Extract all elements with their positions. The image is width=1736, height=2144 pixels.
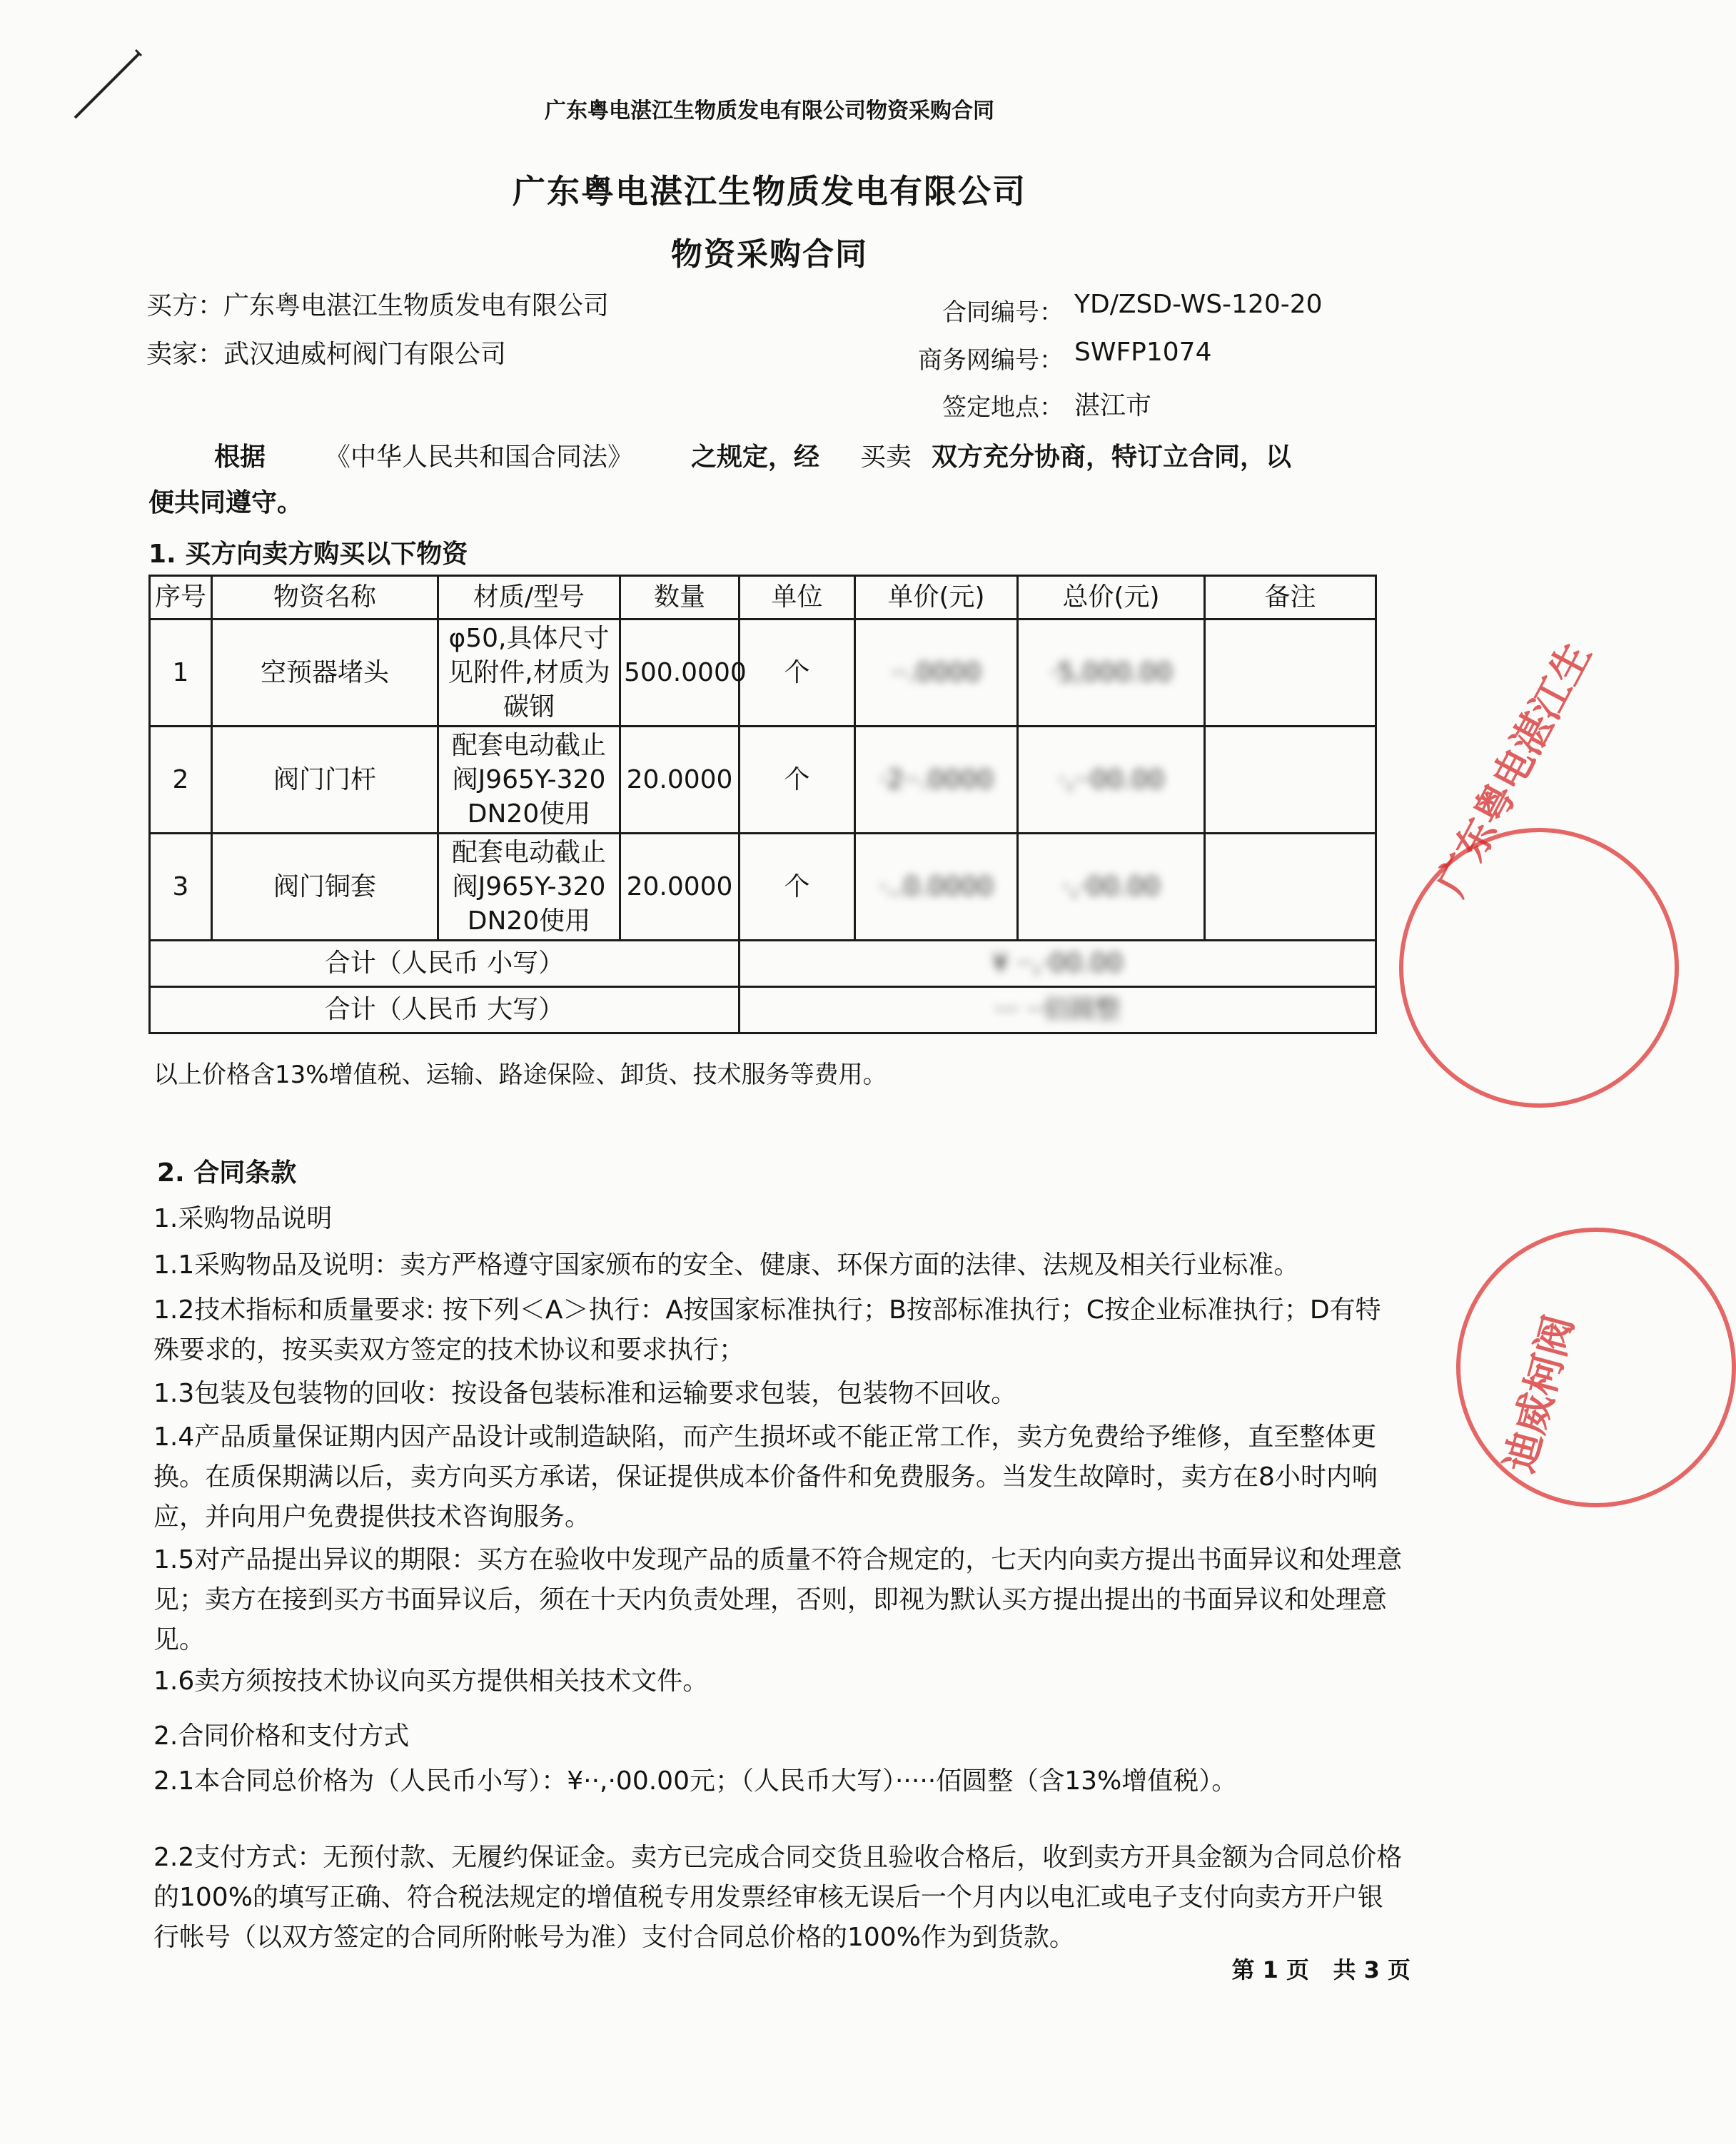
total-small-value: ¥ ··,·00.00: [740, 941, 1376, 987]
price-note: 以上价格含13%增值税、运输、路途保险、卸货、技术服务等费用。: [153, 1061, 887, 1089]
running-header: 广东粤电湛江生物质发电有限公司物资采购合同: [545, 98, 994, 123]
total-big-row: [150, 987, 1376, 1033]
items-table: [148, 575, 1377, 1034]
cell-total: ·5,000.00: [1018, 620, 1205, 727]
sign-place: 湛江市: [1074, 391, 1152, 420]
cell-no: 1: [150, 620, 212, 727]
col-price: 单价(元): [855, 576, 1018, 620]
place-label: 签定地点：: [942, 393, 1064, 422]
clause-1-4: 1.4产品质量保证期内因产品设计或制造缺陷，而产生损坏或不能正常工作，卖方免费给予维修，直至整体更换。在质保期满以后，卖方向买方承诺，保证提供成本价备件和免费服务。当发生故障时，卖方在8小时内响应，并向用户免费提供技术咨询服务。: [153, 1422, 1378, 1532]
intro-negotiate: 双方充分协商，特订立合同，以: [932, 443, 1292, 472]
company-title: 广东粤电湛江生物质发电有限公司: [513, 172, 1026, 211]
intro-law: 《中华人民共和国合同法》: [325, 443, 634, 472]
table-row: [150, 834, 1376, 941]
cell-spec: φ50,具体尺寸见附件,材质为碳钢: [438, 620, 620, 727]
clause-1-2: 1.2技术指标和质量要求: 按下列＜A＞执行：A按国家标准执行；B按部标准执行；C按企业标准执行；D有特殊要求的，按买卖双方签定的技术协议和要求执行；: [153, 1295, 1381, 1365]
buyer-label: 买方：: [146, 291, 224, 320]
cell-price: ·2··.0000: [855, 727, 1018, 834]
clause-1-5: 1.5对产品提出异议的期限：买方在验收中发现产品的质量不符合规定的，七天内向卖方提出书面异议和处理意见；卖方在接到买方书面异议后，须在十天内负责处理，否则，即视为默认买方提出提出的书面异议和处理意见。: [153, 1545, 1403, 1654]
cell-no: 3: [150, 834, 212, 941]
col-unit: 单位: [740, 576, 855, 620]
clause-2-2: 2.2支付方式：无预付款、无履约保证金。卖方已完成合同交货且验收合格后，收到卖方开具金额为合同总价格的100%的填写正确、符合税法规定的增值税专用发票经审核无误后一个月内以电汇或电子支付向卖方开户银行帐号（以双方签定的合同所附帐号为准）支付合同总价格的100%作为到货款。: [153, 1843, 1403, 1952]
intro-rule: 之规定，经: [691, 443, 820, 472]
seller-name: 武汉迪威柯阀门有限公司: [223, 340, 507, 369]
intro-according: 根据: [214, 443, 266, 472]
cell-qty: 20.0000: [620, 727, 740, 834]
col-no: 序号: [150, 576, 212, 620]
col-spec: 材质/型号: [438, 576, 620, 620]
seller-label: 卖家：: [146, 340, 224, 369]
table-row: [150, 620, 1376, 727]
buyer-name: 广东粤电湛江生物质发电有限公司: [223, 291, 610, 320]
clause-1-6: 1.6卖方须按技术协议向买方提供相关技术文件。: [153, 1667, 709, 1696]
total-small-label: 合计（人民币 小写）: [150, 941, 740, 987]
cell-unit: 个: [740, 620, 855, 727]
page-indicator: [1231, 1952, 1410, 1985]
cell-price: ··.0000: [855, 620, 1018, 727]
biz-no-label: 商务网编号：: [918, 346, 1064, 375]
cell-qty: 500.0000: [620, 620, 740, 727]
clause-2-title: 2.合同价格和支付方式: [153, 1721, 410, 1751]
col-name: 物资名称: [212, 576, 438, 620]
total-big-value: ··· ··佰圆整: [740, 987, 1376, 1033]
cell-total: ·,··00.00: [1018, 727, 1205, 834]
cell-note: [1205, 620, 1376, 727]
clause-2-1: 2.1本合同总价格为（人民币小写）：¥··,·00.00元；（人民币大写）·····佰圆整（含13%增值税）。: [153, 1766, 1238, 1796]
buyer-line: [146, 285, 609, 322]
cell-price: ·..0.0000: [855, 834, 1018, 941]
clause-1-title: 1.采购物品说明: [153, 1204, 333, 1233]
biz-no: SWFP1074: [1074, 338, 1212, 367]
intro-buysell: 买卖: [860, 443, 912, 472]
cell-note: [1205, 834, 1376, 941]
clause-1-3: 1.3包装及包装物的回收：按设备包装标准和运输要求包装，包装物不回收。: [153, 1379, 1017, 1408]
contract-no: YD/ZSD-WS-120-20: [1074, 290, 1323, 319]
total-big-label: 合计（人民币 大写）: [150, 987, 740, 1033]
section1-heading: 1. 买方向卖方购买以下物资: [148, 540, 468, 569]
col-total: 总价(元): [1018, 576, 1205, 620]
page-total: 共 3 页: [1333, 1956, 1410, 1983]
table-header-row: [150, 576, 1376, 620]
cell-no: 2: [150, 727, 212, 834]
cell-spec: 配套电动截止阀J965Y-320 DN20使用: [438, 834, 620, 941]
document-title: 物资采购合同: [671, 236, 868, 273]
clause-1-1: 1.1采购物品及说明：卖方严格遵守国家颁布的安全、健康、环保方面的法律、法规及相关行业标准。: [153, 1250, 1300, 1280]
buyer-seal-text: 广东粤电湛江生: [1428, 634, 1601, 904]
cell-total: ·,·00.00: [1018, 834, 1205, 941]
contract-no-label: 合同编号：: [942, 298, 1064, 327]
section2-heading: 2. 合同条款: [157, 1158, 297, 1188]
cell-name: 空预器堵头: [212, 620, 438, 727]
cell-name: 阀门铜套: [212, 834, 438, 941]
cell-unit: 个: [740, 727, 855, 834]
cell-note: [1205, 727, 1376, 834]
seller-seal-text: 迪威柯阀: [1496, 1310, 1583, 1477]
cell-qty: 20.0000: [620, 834, 740, 941]
cell-name: 阀门门杆: [212, 727, 438, 834]
cell-unit: 个: [740, 834, 855, 941]
table-row: [150, 727, 1376, 834]
intro-comply: 便共同遵守。: [148, 488, 303, 517]
seller-line: [146, 334, 506, 370]
col-note: 备注: [1205, 576, 1376, 620]
total-small-row: [150, 941, 1376, 987]
col-qty: 数量: [620, 576, 740, 620]
page-current: 第 1 页: [1231, 1956, 1310, 1983]
cell-spec: 配套电动截止阀J965Y-320 DN20使用: [438, 727, 620, 834]
